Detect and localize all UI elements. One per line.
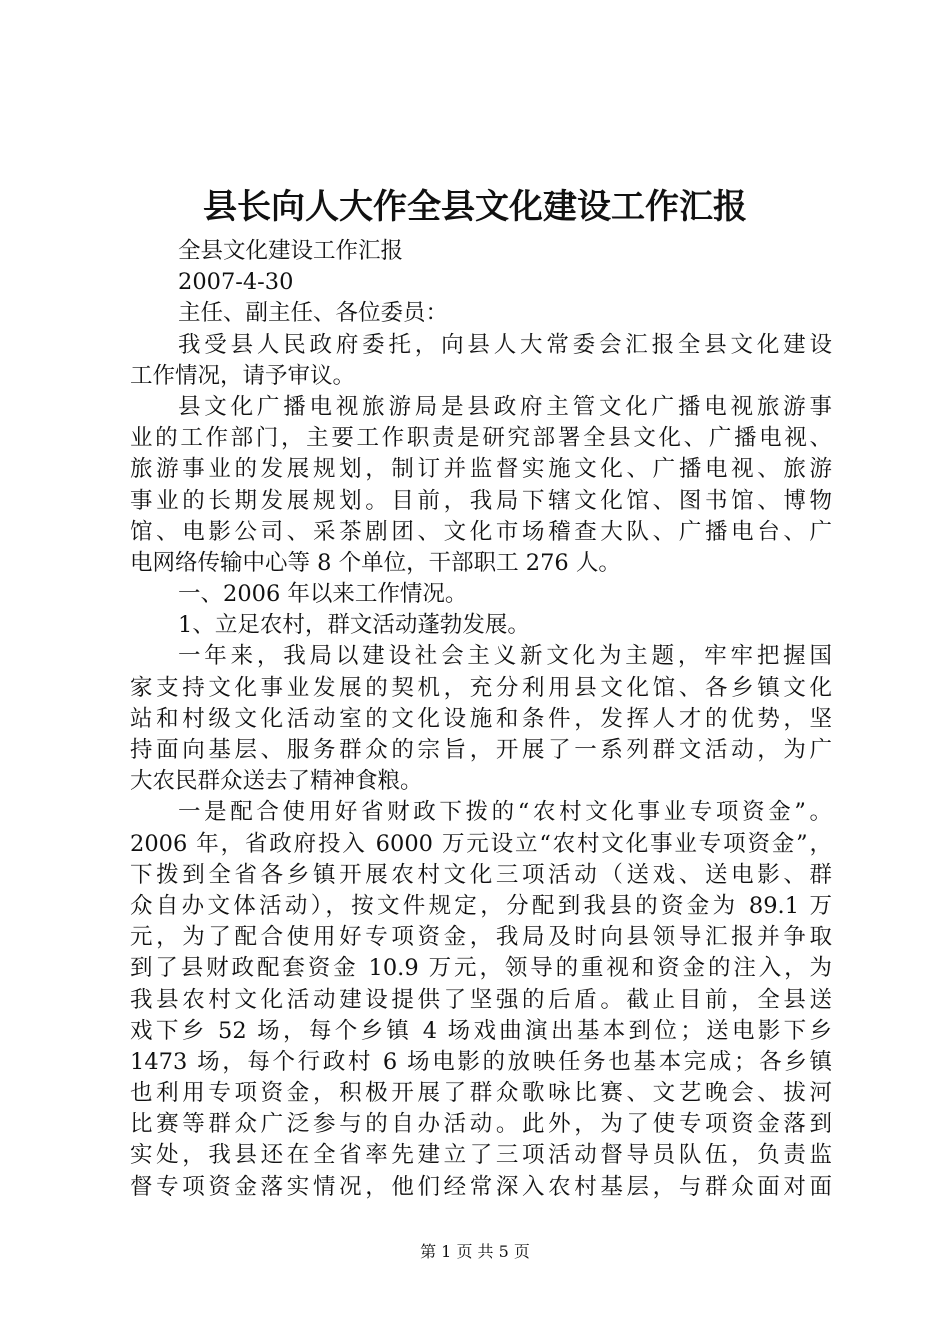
document-title: 县长向人大作全县文化建设工作汇报 [203, 187, 747, 227]
body-line: 县文化广播电视旅游局是县政府主管文化广播电视旅游事 [178, 393, 832, 420]
body-line: 到了县财政配套资金 10.9 万元，领导的重视和资金的注入，为 [130, 955, 832, 982]
body-line: 站和村级文化活动室的文化设施和条件，发挥人才的优势，坚 [130, 705, 832, 732]
document-body [130, 236, 832, 1203]
body-line: 实处，我县还在全省率先建立了三项活动督导员队伍，负责监 [130, 1142, 832, 1169]
body-line: 1473 场，每个行政村 6 场电影的放映任务也基本完成；各乡镇 [130, 1048, 832, 1075]
body-line: 大农民群众送去了精神食粮。 [130, 768, 423, 795]
body-line: 一、2006 年以来工作情况。 [178, 581, 468, 608]
body-line: 我受县人民政府委托，向县人大常委会汇报全县文化建设 [178, 331, 832, 358]
body-line: 督专项资金落实情况，他们经常深入农村基层，与群众面对面 [130, 1173, 832, 1200]
body-line: 一年来，我局以建设社会主义新文化为主题，牢牢把握国 [178, 643, 832, 670]
body-line: 电网络传输中心等 8 个单位，干部职工 276 人。 [130, 549, 621, 576]
body-line: 2007-4-30 [178, 269, 294, 296]
body-line: 业的工作部门，主要工作职责是研究部署全县文化、广播电视、 [130, 425, 832, 452]
body-line: 全县文化建设工作汇报 [178, 238, 404, 264]
body-line: 下拨到全省各乡镇开展农村文化三项活动（送戏、送电影、群 [130, 861, 832, 888]
body-line: 戏下乡 52 场，每个乡镇 4 场戏曲演出基本到位；送电影下乡 [130, 1017, 832, 1044]
body-line: 我县农村文化活动建设提供了坚强的后盾。截止目前，全县送 [130, 986, 832, 1013]
body-line: 也利用专项资金，积极开展了群众歌咏比赛、文艺晚会、拔河 [130, 1080, 832, 1107]
body-line: 1、立足农村，群文活动蓬勃发展。 [178, 612, 530, 639]
body-line: 元，为了配合使用好专项资金，我局及时向县领导汇报并争取 [130, 924, 832, 951]
body-line: 众自办文体活动），按文件规定，分配到我县的资金为 89.1 万 [130, 892, 832, 919]
body-line: 持面向基层、服务群众的宗旨，开展了一系列群文活动，为广 [130, 737, 832, 763]
body-line: 工作情况，请予审议。 [130, 362, 356, 389]
body-line: 旅游事业的发展规划，制订并监督实施文化、广播电视、旅游 [130, 456, 832, 483]
body-line: 馆、电影公司、采茶剧团、文化市场稽查大队、广播电台、广 [130, 518, 832, 545]
body-line: 家支持文化事业发展的契机，充分利用县文化馆、各乡镇文化 [130, 674, 832, 701]
body-line: 事业的长期发展规划。目前，我局下辖文化馆、图书馆、博物 [130, 487, 832, 514]
body-line: 一是配合使用好省财政下拨的“农村文化事业专项资金”。 [178, 799, 832, 826]
body-line: 主任、副主任、各位委员： [178, 300, 449, 327]
body-line: 比赛等群众广泛参与的自办活动。此外，为了使专项资金落到 [130, 1111, 832, 1138]
page-footer: 第 1 页 共 5 页 [420, 1242, 530, 1261]
body-line: 2006 年，省政府投入 6000 万元设立“农村文化事业专项资金”， [130, 830, 832, 857]
